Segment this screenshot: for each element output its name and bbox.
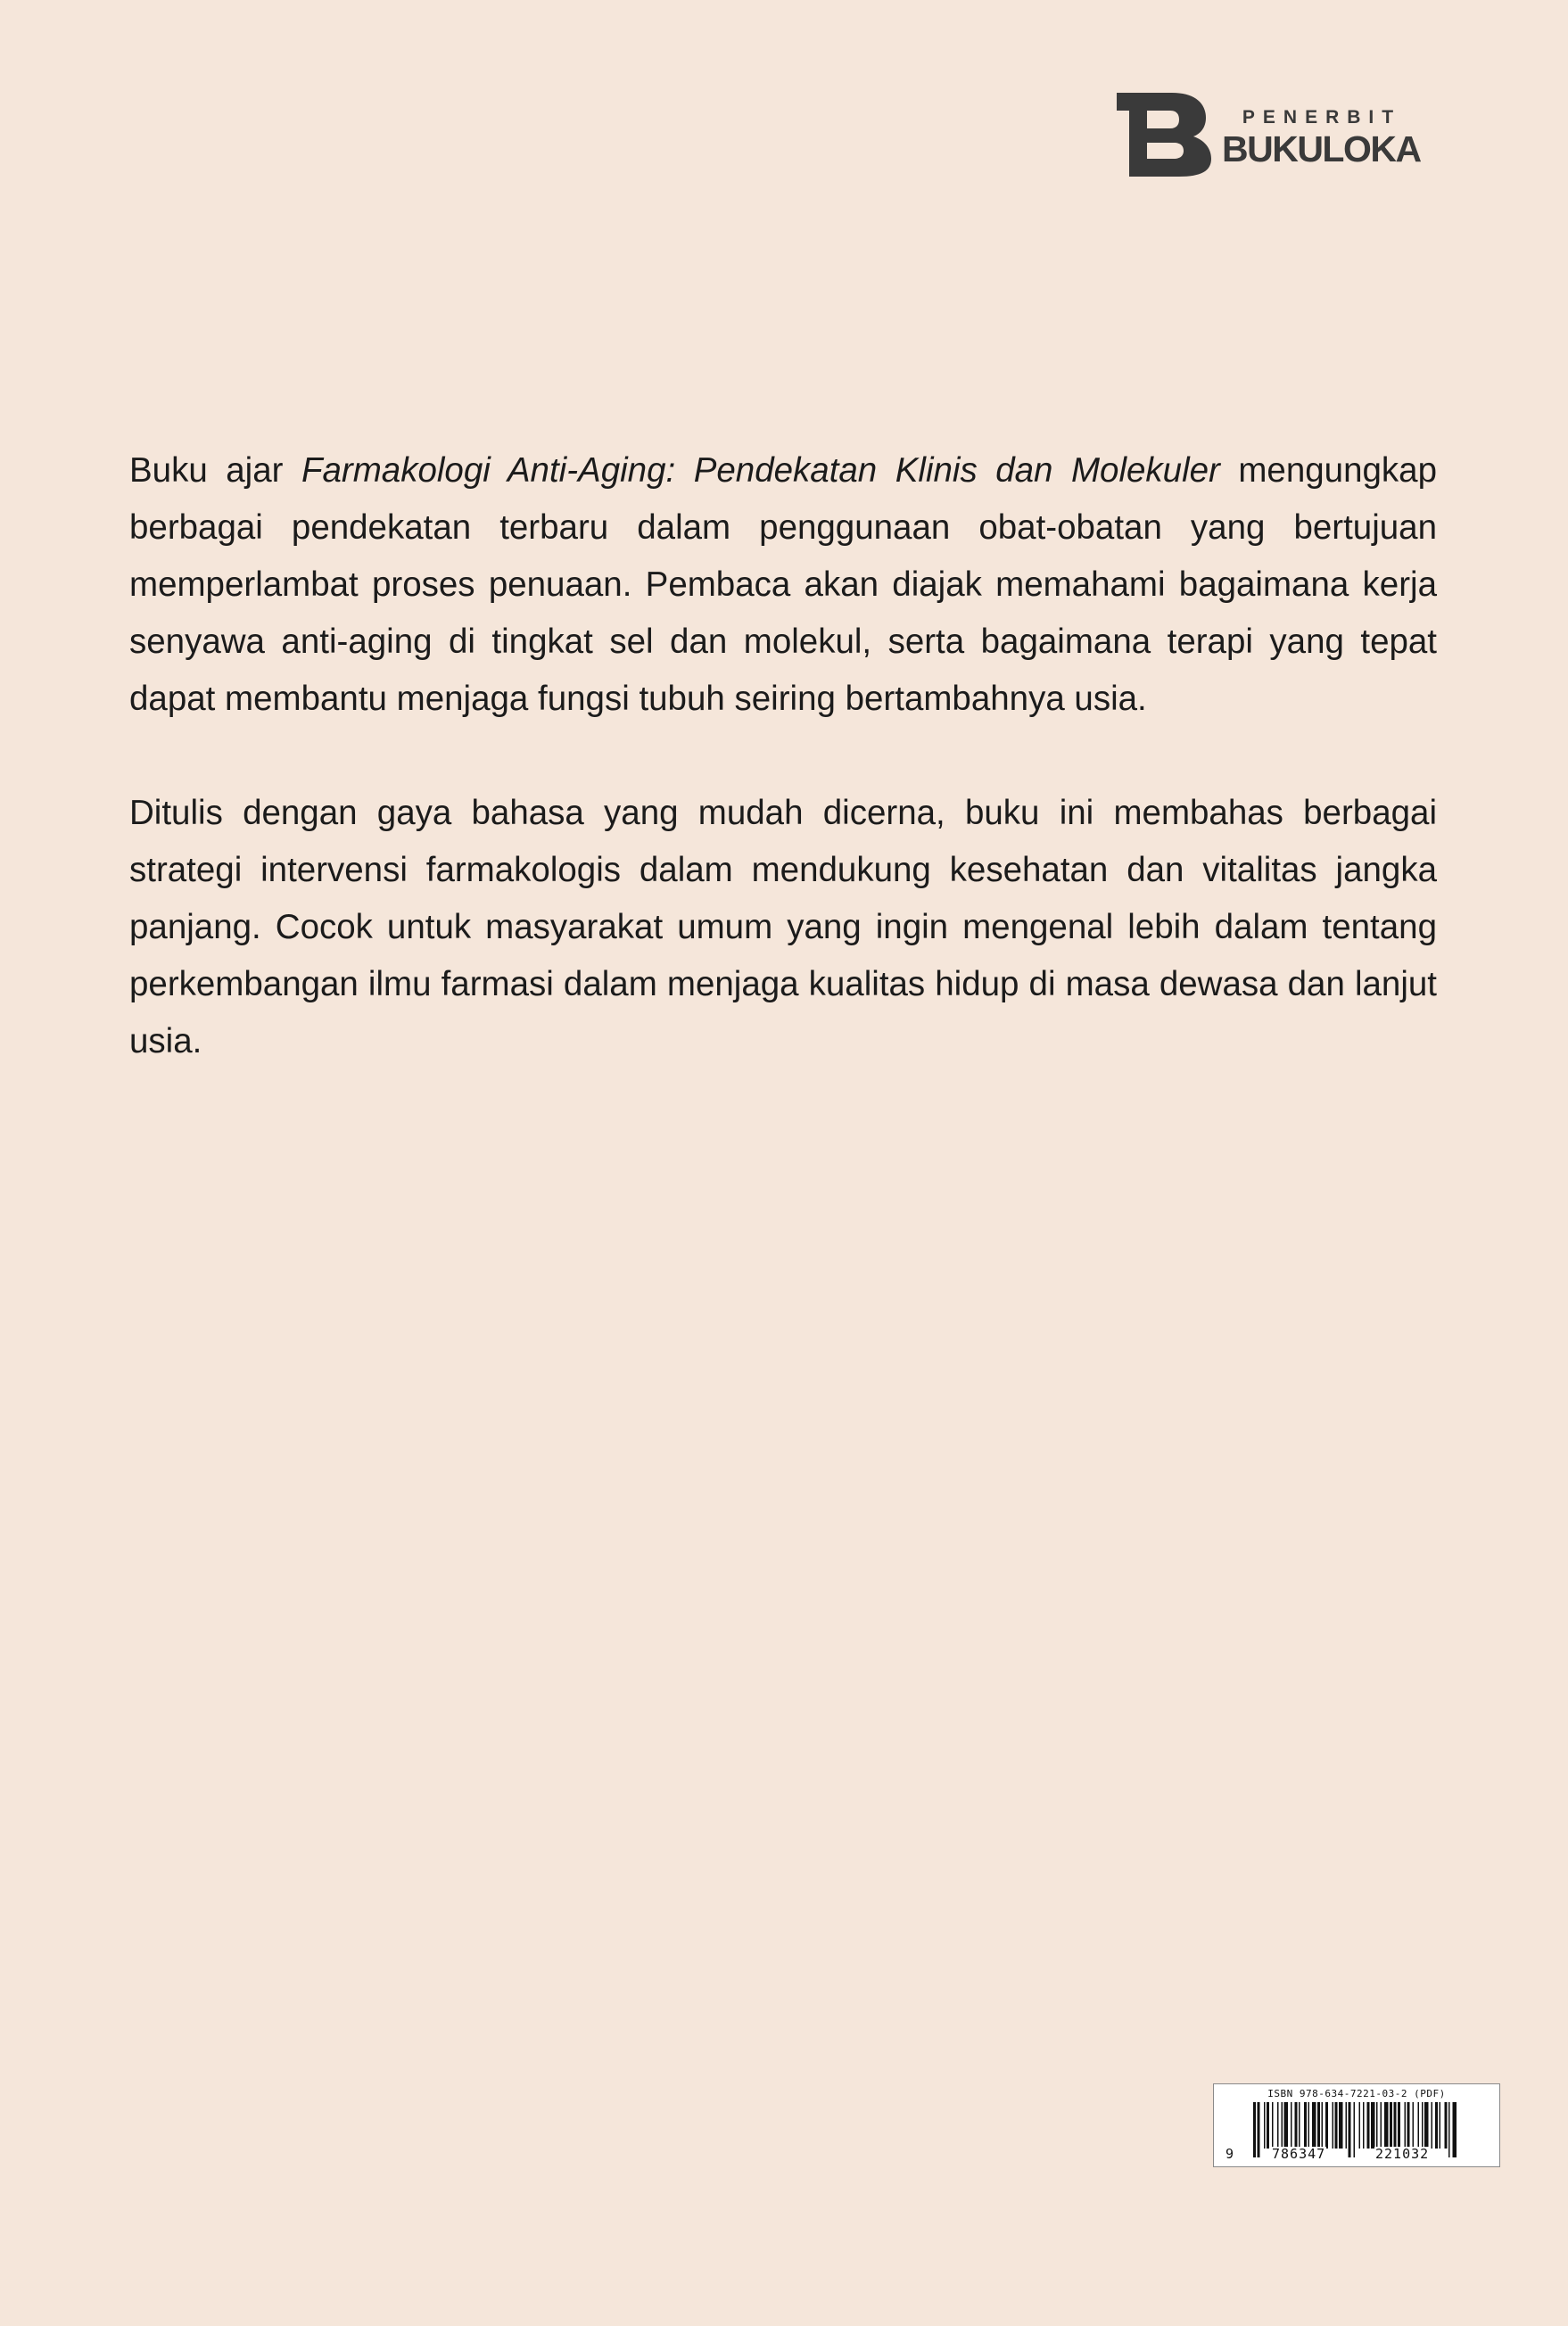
barcode-bar [1413,2102,1415,2149]
barcode-bar [1422,2102,1424,2149]
barcode-bar [1272,2102,1274,2149]
barcode-bar [1407,2102,1410,2149]
barcode-bar [1325,2102,1328,2149]
barcode-bar [1448,2102,1450,2157]
barcode-bar [1299,2102,1300,2149]
barcode-bar [1418,2102,1420,2149]
barcode-bar [1349,2102,1351,2157]
barcode-bar [1312,2102,1316,2149]
barcode-bar [1371,2102,1375,2149]
barcode-bar [1264,2102,1266,2149]
barcode-bar [1394,2102,1397,2149]
barcode-bar [1367,2102,1370,2149]
publisher-name: BUKULOKA [1222,128,1421,169]
barcode-bar [1398,2102,1400,2149]
blurb-lead: Buku ajar [129,451,301,490]
barcode-bar [1333,2102,1334,2149]
barcode-bar [1432,2102,1433,2149]
barcode-bar [1390,2102,1392,2149]
barcode-bar [1308,2102,1310,2149]
barcode-bar [1384,2102,1389,2149]
barcode-bar [1322,2102,1324,2149]
barcode-bar [1284,2102,1289,2149]
book-title: Farmakologi Anti-Aging: Pendekatan Klinis dan Molekuler [301,451,1220,490]
barcode-bar [1317,2102,1320,2149]
barcode-digit-lead: 9 [1226,2146,1234,2162]
isbn-label: ISBN 978-634-7221-03-2 (PDF) [1267,2088,1446,2099]
barcode-bar [1335,2102,1338,2149]
blurb-paragraph-1 [129,442,1437,728]
publisher-b-mark [1117,93,1213,177]
barcode-digits-right: 221032 [1375,2146,1430,2162]
barcode-bar [1453,2102,1457,2157]
barcode-bar [1381,2102,1382,2149]
barcode-bar [1267,2102,1269,2149]
barcode-bar [1363,2102,1365,2149]
barcode-digits-left: 786347 [1272,2146,1326,2162]
blurb-paragraph-2: Ditulis dengan gaya bahasa yang mudah dicerna, buku ini membahas berbagai strategi intervensi farmakologis dalam mendukung kesehatan dan vitalitas jangka panjang. Cocok untuk masyarakat umum yang ingin mengenal lebih dalam tentang perkembangan ilmu farmasi dalam menjaga kualitas hidup di masa dewasa dan lanjut usia. [129,794,1437,1060]
barcode-bar [1277,2102,1279,2149]
isbn-barcode [1213,2083,1500,2167]
barcode-bar [1346,2102,1348,2149]
barcode-bar [1282,2102,1283,2149]
barcode-bar [1291,2102,1292,2149]
barcode-bar [1359,2102,1361,2149]
barcode-bar [1295,2102,1298,2149]
book-blurb [129,442,1437,1070]
barcode-bar [1445,2102,1448,2149]
barcode-bar [1424,2102,1429,2149]
publisher-logo [1117,93,1440,178]
barcode-bar [1435,2102,1438,2149]
barcode-bar [1339,2102,1343,2149]
publisher-label-small: PENERBIT [1242,107,1402,128]
barcode-bar [1258,2102,1260,2157]
barcode-bar [1354,2102,1356,2157]
blurb-rest: mengungkap berbagai pendekatan terbaru dalam penggunaan obat-obatan yang bertujuan memperlambat proses penuaan. Pembaca akan diajak memahami bagaimana kerja senyawa anti-aging di tingkat sel dan molekul, serta bagaimana terapi yang tepat dapat membantu menjaga fungsi tubuh seiring bertambahnya usia. [129,451,1437,718]
barcode-bar [1440,2102,1441,2149]
barcode-bar [1253,2102,1256,2157]
barcode-bar [1376,2102,1378,2149]
barcode-bar [1304,2102,1307,2149]
barcode-bar [1405,2102,1407,2149]
